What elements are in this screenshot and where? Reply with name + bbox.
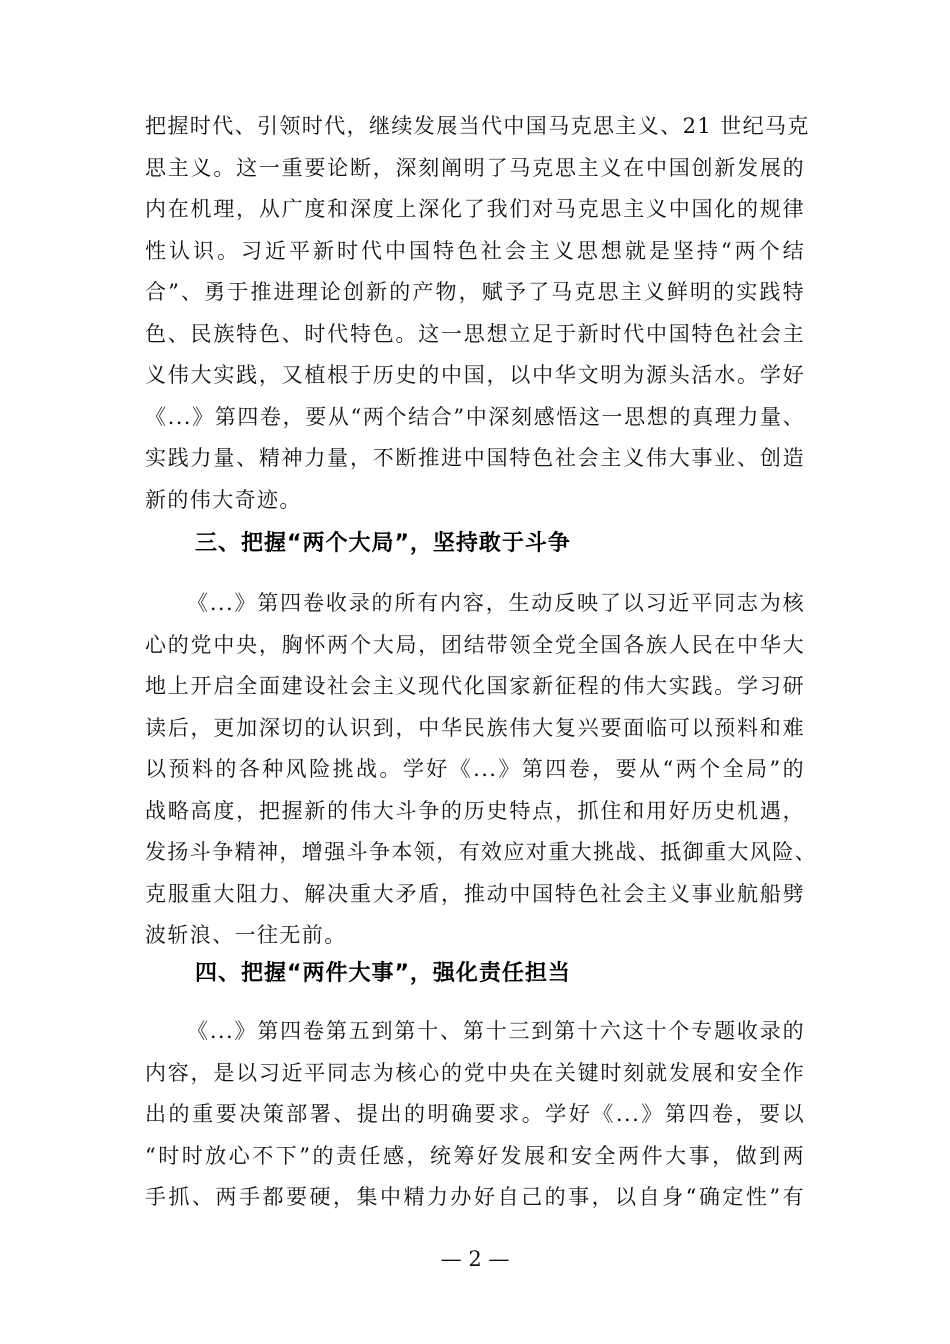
paragraph-line: 把握时代、引领时代，继续发展当代中国马克思主义、21 世纪马克	[145, 114, 810, 138]
paragraph-line: 义伟大实践，又植根于历史的中国，以中华文明为源头活水。学好	[145, 363, 805, 387]
paragraph-line: 内在机理，从广度和深度上深化了我们对马克思主义中国化的规律	[145, 197, 805, 221]
paragraph-3	[145, 1011, 805, 1219]
paragraph-line: 出的重要决策部署、提出的明确要求。学好《...》第四卷，要以	[145, 1102, 805, 1126]
paragraph-1	[145, 106, 810, 521]
paragraph-line: 《...》第四卷第五到第十、第十三到第十六这十个专题收录的	[187, 1019, 805, 1043]
paragraph-line: 克服重大阻力、解决重大矛盾，推动中国特色社会主义事业航船劈	[145, 881, 805, 906]
paragraph-line: 新的伟大奇迹。	[145, 487, 302, 512]
paragraph-line: 手抓、两手都要硬，集中精力办好自己的事，以自身“确定性”有	[145, 1185, 805, 1209]
paragraph-line: 实践力量、精神力量，不断推进中国特色社会主义伟大事业、创造	[145, 446, 805, 470]
paragraph-line: 发扬斗争精神，增强斗争本领，有效应对重大挑战、抵御重大风险、	[145, 840, 817, 864]
paragraph-line: 战略高度，把握新的伟大斗争的历史特点，抓住和用好历史机遇，	[145, 798, 805, 823]
paragraph-line: 《...》第四卷收录的所有内容，生动反映了以习近平同志为核	[187, 591, 805, 615]
paragraph-line: 《...》第四卷，要从“两个结合”中深刻感悟这一思想的真理力量、	[145, 404, 805, 429]
section-heading-3: 三、把握“两个大局”，坚持敢于斗争	[195, 531, 571, 556]
paragraph-line: 地上开启全面建设社会主义现代化国家新征程的伟大实践。学习研	[145, 674, 805, 698]
paragraph-line: 思主义。这一重要论断，深刻阐明了马克思主义在中国创新发展的	[145, 155, 805, 180]
paragraph-line: 波斩浪、一往无前。	[145, 923, 347, 947]
paragraph-2	[145, 583, 817, 957]
page-number: — 2 —	[440, 1247, 510, 1271]
paragraph-line: 合”、勇于推进理论创新的产物，赋予了马克思主义鲜明的实践特	[145, 280, 805, 304]
paragraph-line: 以预料的各种风险挑战。学好《...》第四卷，要从“两个全局”的	[145, 757, 805, 781]
paragraph-line: 心的党中央，胸怀两个大局，团结带领全党全国各族人民在中华大	[145, 632, 805, 657]
paragraph-line: “时时放心不下”的责任感，统筹好发展和安全两件大事，做到两	[145, 1143, 805, 1168]
section-heading-4: 四、把握“两件大事”，强化责任担当	[195, 961, 571, 986]
paragraph-line: 性认识。习近平新时代中国特色社会主义思想就是坚持“两个结	[145, 238, 805, 263]
paragraph-line: 色、民族特色、时代特色。这一思想立足于新时代中国特色社会主	[145, 321, 805, 346]
paragraph-line: 读后，更加深切的认识到，中华民族伟大复兴要面临可以预料和难	[145, 715, 805, 740]
paragraph-line: 内容，是以习近平同志为核心的党中央在关键时刻就发展和安全作	[145, 1060, 805, 1085]
